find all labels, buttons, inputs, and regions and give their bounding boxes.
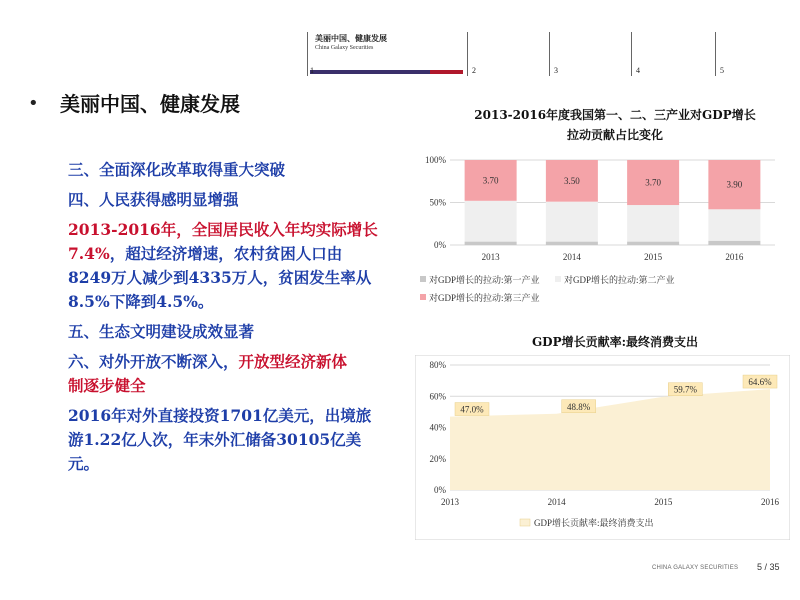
y-tick-label: 40% — [429, 422, 446, 433]
nav-section-5[interactable]: 5 — [720, 66, 724, 75]
x-tick-label: 2016 — [761, 497, 779, 507]
bar-segment — [627, 205, 679, 242]
legend-swatch — [420, 294, 426, 300]
text-line: 四、人民获得感明显增强 — [68, 190, 239, 209]
legend-label: GDP增长贡献率:最终消费支出 — [534, 518, 654, 528]
text-line: 2013-2016年，全国居民收入年均实际增长 — [68, 220, 378, 239]
text-line: 游1.22亿人次，年末外汇储备30105亿美 — [68, 430, 362, 449]
y-tick-label: 80% — [429, 360, 446, 370]
text-line — [68, 242, 342, 266]
nav-section-2[interactable]: 2 — [472, 66, 476, 75]
text-line: 8249万人减少到4335万人，贫困发生率从 — [68, 268, 372, 287]
data-label: 3.70 — [645, 177, 661, 188]
bar-segment — [627, 242, 679, 245]
area-series — [450, 389, 770, 490]
nav-divider — [307, 32, 308, 76]
text-line — [68, 350, 347, 374]
nav-section-1[interactable]: 1 — [310, 66, 314, 75]
data-label: 48.8% — [567, 401, 591, 412]
y-tick-label: 0% — [434, 485, 446, 495]
text-fragment: 六、对外开放不断深入， — [68, 352, 239, 371]
x-tick-label: 2016 — [725, 252, 744, 262]
bar-segment — [546, 242, 598, 245]
bar-segment — [708, 209, 760, 240]
chart-consumption-contribution — [415, 355, 790, 540]
data-label: 3.70 — [482, 175, 499, 186]
legend-swatch — [555, 276, 561, 282]
nav-progress-bar — [310, 70, 430, 74]
chart1-title-line1: 2013-2016年度我国第一、二、三产业对GDP增长 — [474, 108, 756, 122]
text-fragment: ，超过经济增速，农村贫困人口由 — [109, 244, 343, 263]
nav-divider — [467, 32, 468, 76]
text-line: 制逐步健全 — [68, 376, 146, 395]
nav-divider — [631, 32, 632, 76]
nav-section-3[interactable]: 3 — [554, 66, 558, 75]
y-tick-label: 50% — [429, 197, 446, 208]
bar-segment — [546, 202, 598, 242]
y-tick-label: 60% — [429, 391, 446, 402]
chart-industry-contribution — [415, 150, 790, 310]
nav-progress-accent — [430, 70, 463, 74]
text-line: 元。 — [68, 454, 100, 473]
data-label: 47.0% — [460, 404, 484, 415]
nav-divider — [549, 32, 550, 76]
legend-swatch — [520, 519, 530, 526]
legend-swatch — [420, 276, 426, 282]
text-line: 8.5%下降到4.5%。 — [68, 292, 214, 311]
data-label: 59.7% — [673, 384, 697, 395]
y-tick-label: 0% — [434, 240, 446, 250]
bar-segment — [465, 201, 517, 242]
nav-divider — [715, 32, 716, 76]
text-line: 2016年对外直接投资1701亿美元，出境旅 — [68, 406, 372, 425]
data-label: 3.90 — [726, 179, 743, 190]
x-tick-label: 2013 — [441, 497, 459, 507]
nav-title: 美丽中国、健康发展 — [315, 33, 387, 43]
x-tick-label: 2013 — [481, 252, 500, 262]
legend-label: 对GDP增长的拉动:第三产业 — [429, 293, 540, 303]
highlight-open-economy: 开放型经济新体 — [238, 352, 348, 371]
text-line: 五、生态文明建设成效显著 — [68, 322, 255, 341]
highlight-growth: 7.4% — [68, 244, 110, 263]
chart2-title: GDP增长贡献率:最终消费支出 — [531, 335, 699, 349]
footer-brand: CHINA GALAXY SECURITIES — [652, 565, 739, 571]
page-number: 5 / 35 — [757, 562, 780, 572]
y-tick-label: 100% — [425, 155, 446, 165]
legend-label: 对GDP增长的拉动:第一产业 — [429, 275, 540, 285]
data-label: 64.6% — [748, 377, 772, 388]
page-title: 美丽中国、健康发展 — [60, 92, 240, 116]
bullet-icon: • — [28, 93, 39, 114]
chart1-title-line2: 拉动贡献占比变化 — [566, 128, 663, 142]
nav-subtitle: China Galaxy Securities — [315, 45, 374, 51]
y-tick-label: 20% — [429, 453, 446, 464]
x-tick-label: 2014 — [547, 497, 566, 507]
bar-segment — [465, 242, 517, 245]
text-line: 三、全面深化改革取得重大突破 — [68, 160, 286, 179]
data-label: 3.50 — [564, 175, 580, 186]
x-tick-label: 2014 — [562, 252, 581, 262]
bar-segment — [708, 241, 760, 245]
legend-label: 对GDP增长的拉动:第二产业 — [564, 275, 675, 285]
nav-section-4[interactable]: 4 — [636, 66, 640, 75]
x-tick-label: 2015 — [644, 252, 663, 262]
x-tick-label: 2015 — [654, 497, 673, 507]
